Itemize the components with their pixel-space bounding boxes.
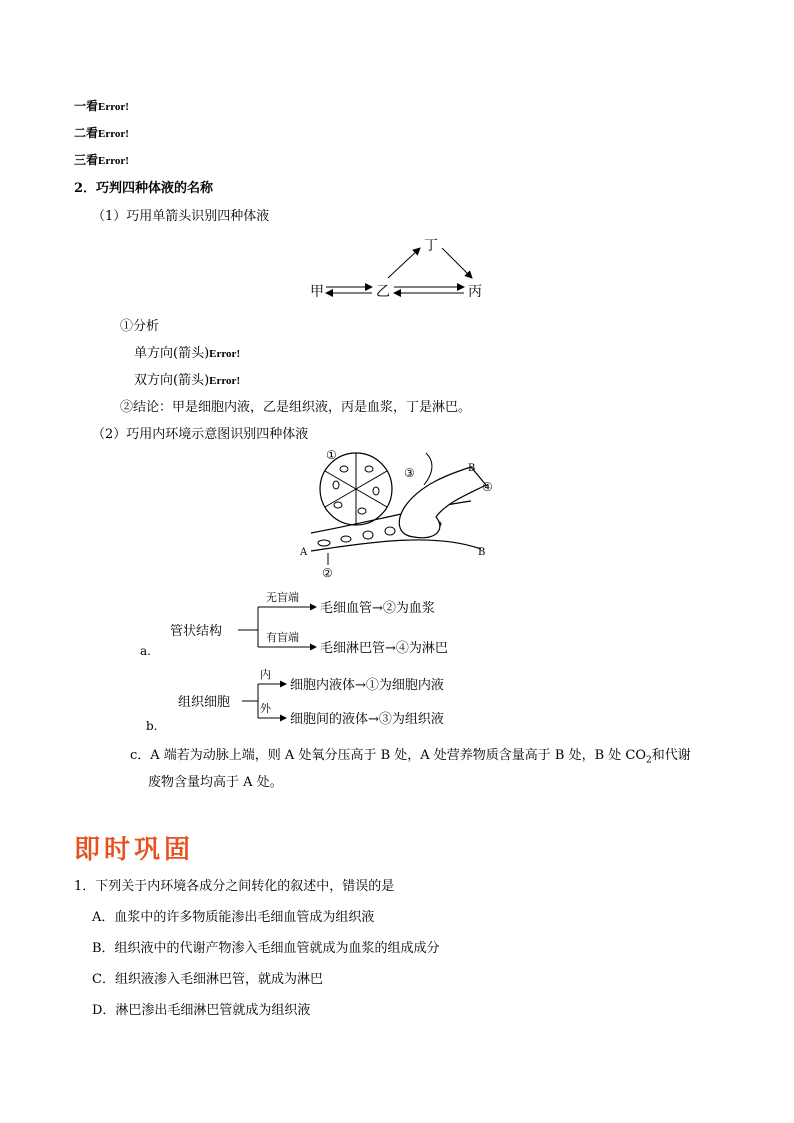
line-three xyxy=(74,151,129,168)
option-c: C．组织液渗入毛细淋巴管，就成为淋巴 xyxy=(92,972,323,987)
analysis-label: ①分析 xyxy=(120,319,160,334)
tree-b-root: 组织细胞 xyxy=(178,695,231,710)
conclusion-text: ②结论：甲是细胞内液，乙是组织液，丙是血浆，丁是淋巴。 xyxy=(120,400,472,415)
tree-a-result-bottom: 毛细淋巴管→④为淋巴 xyxy=(320,641,448,656)
arrow-ding-to-bing xyxy=(442,248,472,278)
option-b: B．组织液中的代谢产物渗入毛细血管就成为血浆的组成成分 xyxy=(92,941,440,956)
single-direction-line xyxy=(134,342,240,361)
single-direction-prefix: 单方向(箭头) xyxy=(134,346,210,361)
label-bing: 丙 xyxy=(468,284,482,300)
tree-a-branch-bottom: 有盲端 xyxy=(266,631,299,644)
error-text: Error! xyxy=(98,101,129,113)
tree-a-diagram xyxy=(140,583,520,663)
question-one: 1．下列关于内环境各成分之间转化的叙述中，错误的是 xyxy=(74,879,395,894)
point-c-tail: 和代谢 xyxy=(651,748,691,763)
line-two-prefix: 二看 xyxy=(74,126,99,140)
point-c-line-one xyxy=(130,744,691,766)
error-text: Error! xyxy=(209,375,241,387)
line-one-prefix: 一看 xyxy=(74,99,99,113)
error-text: Error! xyxy=(98,128,129,140)
tree-b-diagram xyxy=(146,664,516,736)
subsection-one-title: （1）巧用单箭头识别四种体液 xyxy=(92,209,270,224)
label-four: ④ xyxy=(482,480,493,494)
practice-heading: 即时巩固 xyxy=(74,835,195,865)
label-a: A xyxy=(300,547,308,558)
label-one: ① xyxy=(326,448,337,462)
co2-subscript: 2 xyxy=(646,755,652,766)
label-three: ③ xyxy=(404,466,415,480)
line-three-prefix: 三看 xyxy=(74,153,99,167)
error-text: Error! xyxy=(98,155,129,167)
double-direction-line xyxy=(134,369,240,388)
tree-b-result-bottom: 细胞间的液体→③为组织液 xyxy=(290,712,444,727)
label-b-top: B xyxy=(468,463,476,474)
tree-a-label: a. xyxy=(140,644,151,658)
internal-environment-diagram xyxy=(296,445,506,583)
single-arrow-diagram xyxy=(300,232,500,304)
tree-b-branch-bottom: 外 xyxy=(260,702,271,715)
double-direction-prefix: 双方向(箭头) xyxy=(134,373,210,388)
tree-a-root: 管状结构 xyxy=(170,624,223,639)
tree-b-result-top: 细胞内液体→①为细胞内液 xyxy=(290,678,444,693)
tree-b-label: b. xyxy=(146,719,158,733)
label-ding: 丁 xyxy=(424,238,438,254)
tree-a-result-top: 毛细血管→②为血浆 xyxy=(320,601,435,616)
capillary-bottom-wall xyxy=(311,540,481,551)
label-jia: 甲 xyxy=(310,284,324,300)
section-title: 2．巧判四种体液的名称 xyxy=(74,181,214,196)
point-c-line-two: 废物含量均高于 A 处。 xyxy=(148,775,283,790)
point-c-text: c．A 端若为动脉上端，则 A 处氧分压高于 B 处，A 处营养物质含量高于 B 处，B 处 CO xyxy=(130,748,647,763)
tree-a-branch-top: 无盲端 xyxy=(266,591,299,604)
tree-b-branch-top: 内 xyxy=(260,668,271,681)
arrow-yi-to-ding xyxy=(388,248,420,278)
label-two: ② xyxy=(322,566,333,580)
error-text: Error! xyxy=(209,348,241,360)
line-two xyxy=(74,124,129,141)
line-one xyxy=(74,97,129,114)
label-b-bottom: B xyxy=(478,547,486,558)
option-a: A．血浆中的许多物质能渗出毛细血管成为组织液 xyxy=(92,910,375,925)
tissue-cell-outline xyxy=(424,453,432,485)
label-yi: 乙 xyxy=(376,284,390,300)
subsection-two-title: （2）巧用内环境示意图识别四种体液 xyxy=(92,427,309,442)
option-d: D．淋巴渗出毛细淋巴管就成为组织液 xyxy=(92,1003,311,1018)
